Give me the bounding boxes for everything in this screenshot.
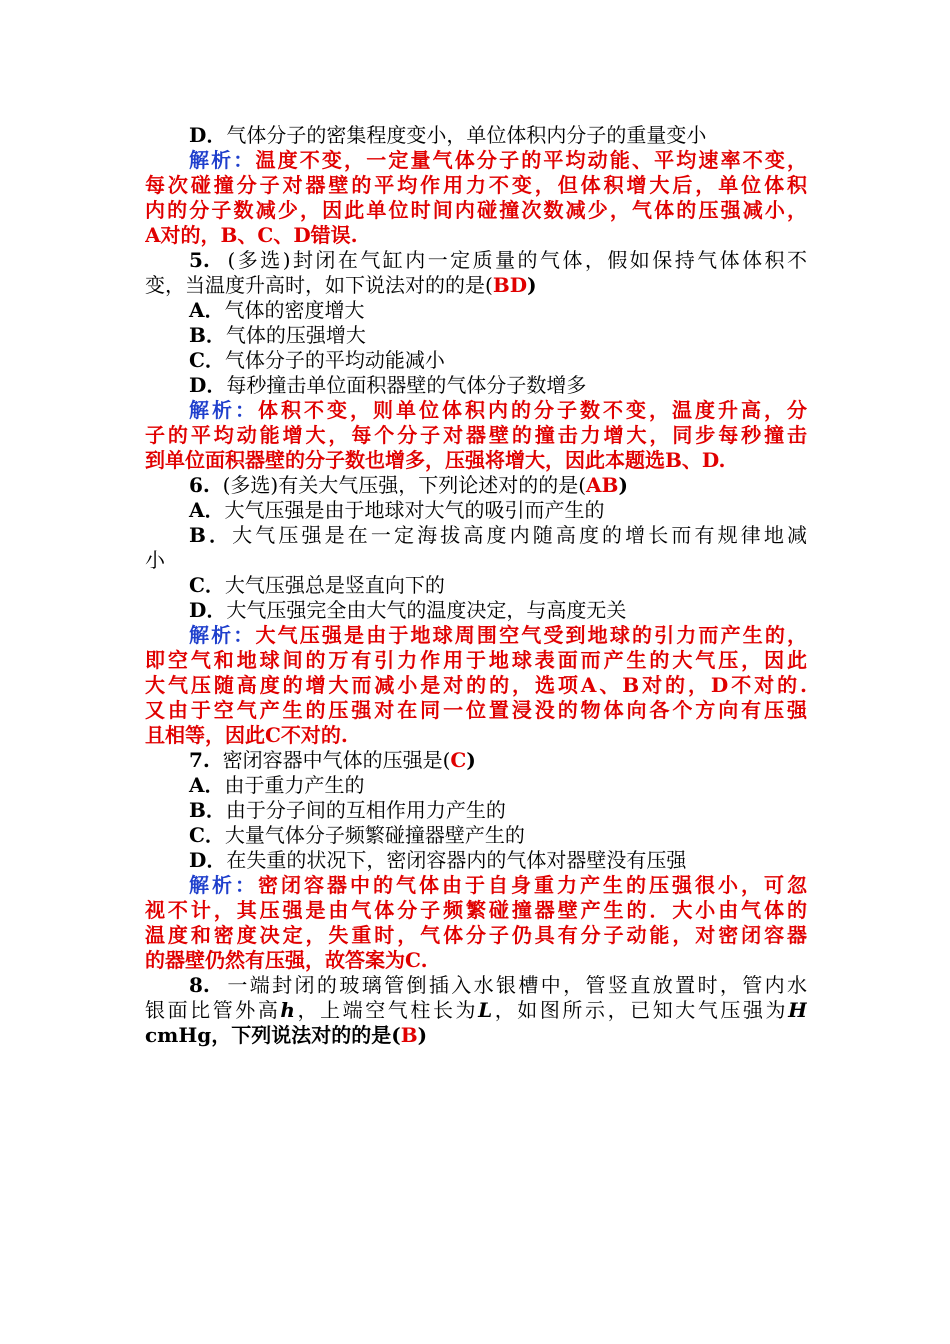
option-text: 大量气体分子频繁碰撞器壁产生的 <box>224 823 525 847</box>
option-letter: A <box>189 298 205 322</box>
question-space <box>210 473 223 497</box>
analysis-line <box>145 448 807 473</box>
answer-close: ) <box>417 1023 428 1047</box>
analysis-text: 且相等，因此C不对的. <box>145 723 348 747</box>
analysis-text: 密闭容器中的气体由于自身重力产生的压强很小，可忽 <box>258 873 807 897</box>
answer-close: ) <box>527 273 537 297</box>
option-q6a <box>145 498 807 523</box>
analysis-line <box>145 948 807 973</box>
analysis-line <box>145 173 807 198</box>
option-q5d <box>145 373 807 398</box>
question-text: (多选)有关大气压强，下列论述对的的是( <box>222 473 587 497</box>
analysis-line <box>145 198 807 223</box>
analysis-text: 大气压强是由于地球周围空气受到地球的引力而产生的， <box>255 623 807 647</box>
option-q7c <box>145 823 807 848</box>
option-separator: ． <box>205 323 226 347</box>
option-text: 气体的密度增大 <box>224 298 365 322</box>
option-text: 在失重的状况下，密闭容器内的气体对器壁没有压强 <box>226 848 687 872</box>
answer-key: B <box>400 1023 418 1047</box>
analysis-text: A对的，B、C、D错误. <box>145 223 358 247</box>
option-q6c <box>145 573 807 598</box>
option-text: 大气压强是由于地球对大气的吸引而产生的 <box>224 498 605 522</box>
analysis-line <box>145 648 807 673</box>
analysis-label: 解析： <box>189 873 258 897</box>
analysis-text: 内的分子数减少，因此单位时间内碰撞次数减少，气体的压强减小， <box>145 198 807 222</box>
answer-close: ) <box>618 473 628 497</box>
option-text: 大气压强是在一定海拔高度内随高度的增长而有规律地减 <box>232 523 807 547</box>
question-text: ，如图所示，已知大气压强为 <box>492 998 789 1022</box>
analysis-label: 解析： <box>189 623 256 647</box>
option-q7a <box>145 773 807 798</box>
analysis-text: 视不计，其压强是由气体分子频繁碰撞器壁产生的．大小由气体的 <box>145 898 807 922</box>
question-space <box>210 973 228 997</box>
question-line-q8 <box>145 998 807 1023</box>
option-q7b <box>145 798 807 823</box>
question-space <box>210 748 223 772</box>
option-letter: A <box>189 773 205 797</box>
option-separator: ． <box>206 123 227 147</box>
option-q4d <box>145 123 807 148</box>
analysis-text: 的器壁仍然有压强，故答案为C. <box>145 948 428 972</box>
question-line-q5 <box>145 273 807 298</box>
question-number: 6. <box>189 473 210 497</box>
analysis-text: 体积不变，则单位体积内的分子数不变，温度升高，分 <box>258 398 807 422</box>
analysis-line <box>145 923 807 948</box>
variable-H: H <box>788 998 807 1022</box>
option-letter: B <box>189 323 206 347</box>
option-separator: ． <box>204 498 225 522</box>
option-q5b <box>145 323 807 348</box>
question-text: ，上端空气柱长为 <box>294 998 479 1022</box>
document-content <box>145 123 807 1048</box>
question-space <box>210 248 228 272</box>
analysis-label: 解析： <box>189 148 256 172</box>
option-letter: D <box>189 598 207 622</box>
option-letter: B <box>189 798 206 822</box>
option-q5c <box>145 348 807 373</box>
option-separator: ． <box>205 523 233 547</box>
option-separator: ． <box>206 373 227 397</box>
option-letter: A <box>189 498 205 522</box>
option-letter: C <box>189 573 205 597</box>
option-separator: ． <box>204 823 225 847</box>
option-q6d <box>145 598 807 623</box>
option-continuation: 小 <box>145 548 165 572</box>
analysis-text: 到单位面积器壁的分子数也增多，压强将增大，因此本题选B、D. <box>145 448 726 472</box>
question-line-q8 <box>145 1023 807 1048</box>
option-letter: B <box>189 523 206 547</box>
question-line-q6 <box>145 473 807 498</box>
analysis-line <box>145 423 807 448</box>
option-separator: ． <box>206 848 227 872</box>
analysis-text: 温度不变，一定量气体分子的平均动能、平均速率不变， <box>255 148 807 172</box>
analysis-text: 温度和密度决定，失重时，气体分子仍具有分子动能，对密闭容器 <box>145 923 807 947</box>
question-line-q7 <box>145 748 807 773</box>
analysis-line <box>145 723 807 748</box>
question-line-q8 <box>145 973 807 998</box>
option-text: 气体的压强增大 <box>225 323 366 347</box>
variable-h: h <box>280 998 295 1022</box>
analysis-text: 又由于空气产生的压强对在同一位置浸没的物体向各个方向有压强 <box>145 698 807 722</box>
option-text: 由于分子间的互相作用力产生的 <box>225 798 506 822</box>
option-separator: ． <box>204 348 225 372</box>
analysis-line <box>145 398 807 423</box>
answer-key: C <box>450 748 467 772</box>
option-q7d <box>145 848 807 873</box>
option-letter: D <box>189 848 207 872</box>
answer-close: ) <box>466 748 476 772</box>
analysis-text: 即空气和地球间的万有引力作用于地球表面而产生的大气压，因此 <box>145 648 807 672</box>
option-text: 大气压强完全由大气的温度决定，与高度无关 <box>226 598 627 622</box>
analysis-line <box>145 148 807 173</box>
analysis-line <box>145 698 807 723</box>
option-q5a <box>145 298 807 323</box>
analysis-label: 解析： <box>189 398 258 422</box>
variable-L: L <box>478 998 493 1022</box>
option-q6b <box>145 523 807 548</box>
analysis-line <box>145 223 807 248</box>
option-letter: C <box>189 348 205 372</box>
option-text: 每秒撞击单位面积器壁的气体分子数增多 <box>226 373 587 397</box>
analysis-text: 每次碰撞分子对器壁的平均作用力不变，但体积增大后，单位体积 <box>145 173 807 197</box>
answer-key: AB <box>586 473 619 497</box>
analysis-line <box>145 898 807 923</box>
question-text: (多选)封闭在气缸内一定质量的气体，假如保持气体体积不 <box>227 248 807 272</box>
option-letter: D <box>189 373 207 397</box>
option-text: 气体分子的平均动能减小 <box>224 348 445 372</box>
option-letter: D <box>189 123 207 147</box>
option-separator: ． <box>204 573 225 597</box>
question-text: 银面比管外高 <box>145 998 281 1022</box>
question-text: 一端封闭的玻璃管倒插入水银槽中，管竖直放置时，管内水 <box>227 973 807 997</box>
option-text: 由于重力产生的 <box>224 773 365 797</box>
question-text: 密闭容器中气体的压强是( <box>222 748 451 772</box>
analysis-line <box>145 873 807 898</box>
analysis-line <box>145 673 807 698</box>
question-line-q5 <box>145 248 807 273</box>
option-text: 大气压强总是竖直向下的 <box>224 573 445 597</box>
option-separator: ． <box>204 298 225 322</box>
question-number: 5. <box>189 248 210 272</box>
question-text: 变，当温度升高时，如下说法对的的是( <box>145 273 493 297</box>
analysis-text: 子的平均动能增大，每个分子对器壁的撞击力增大，同步每秒撞击 <box>145 423 807 447</box>
analysis-text: 大气压随高度的增大而减小是对的的，选项A、B对的，D不对的. <box>145 673 807 697</box>
option-separator: ． <box>205 798 226 822</box>
option-separator: ． <box>206 598 227 622</box>
question-text: cmHg，下列说法对的的是( <box>145 1023 401 1047</box>
question-number: 7. <box>189 748 210 772</box>
question-number: 8. <box>189 973 210 997</box>
option-letter: C <box>189 823 205 847</box>
answer-key: BD <box>492 273 528 297</box>
option-separator: ． <box>204 773 225 797</box>
analysis-line <box>145 623 807 648</box>
option-text: 气体分子的密集程度变小，单位体积内分子的重量变小 <box>226 123 707 147</box>
